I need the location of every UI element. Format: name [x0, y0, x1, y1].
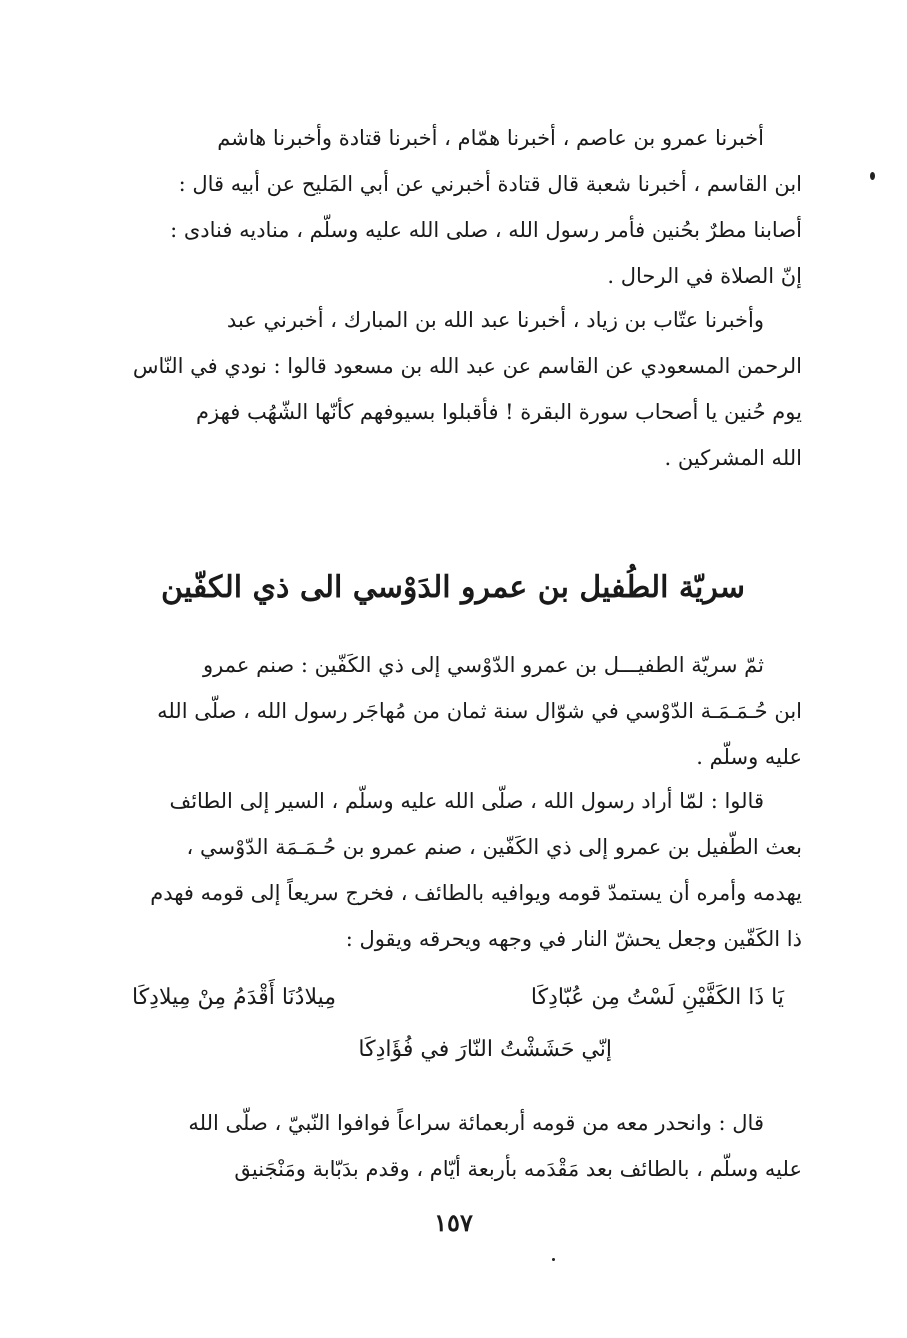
section-heading: سريّة الطُفيل بن عمرو الدَوْسي الى ذي الكفّين [160, 570, 746, 605]
paragraph-line: وأخبرنا عتّاب بن زياد ، أخبرنا عبد الله بن المبارك ، أخبرني عبد [226, 308, 764, 332]
paragraph-line: يوم حُنين يا أصحاب سورة البقرة ! فأقبلوا بسيوفهم كأنّها الشّهُب فهزم [195, 400, 802, 424]
paragraph-line: ابن القاسم ، أخبرنا شعبة قال قتادة أخبرني عن أبي المَليح عن أبيه قال : [178, 172, 802, 196]
page-number: ١٥٧ [434, 1208, 473, 1237]
paragraph-4 [104, 778, 802, 962]
paragraph-3 [104, 642, 802, 780]
poem-hemistich-left: مِيلادُنَا أَقْدَمُ مِنْ مِيلادِكَا [132, 985, 337, 1010]
poem-hemistich: إنّي حَشَشْتُ النّارَ في فُؤَادِكَا [358, 1037, 612, 1062]
paragraph-line: يهدمه وأمره أن يستمدّ قومه ويوافيه بالطائف ، فخرج سريعاً إلى قومه فهدم [150, 881, 802, 905]
paragraph-line: الله المشركين . [664, 446, 802, 470]
paragraph-line: ابن حُـمَـمَـة الدّوْسي في شوّال سنة ثمان من مُهاجَر رسول الله ، صلّى الله [157, 699, 802, 723]
poem-hemistich-right: يَا ذَا الكَفَّيْنِ لَسْتُ مِن عُبّادِكَا [530, 985, 784, 1010]
paragraph-1 [104, 115, 802, 299]
paragraph-line: قالوا : لمّا أراد رسول الله ، صلّى الله عليه وسلّم ، السير إلى الطائف [169, 789, 764, 813]
paragraph-line: عليه وسلّم . [696, 745, 802, 769]
paragraph-line: عليه وسلّم ، بالطائف بعد مَقْدَمه بأربعة أيّام ، وقدم بدَبّابة ومَنْجَنيق [234, 1157, 802, 1181]
paragraph-line: أصابنا مطرٌ بحُنين فأمر رسول الله ، صلى الله عليه وسلّم ، مناديه فنادى : [170, 218, 802, 242]
paragraph-line: إنّ الصلاة في الرحال . [607, 264, 802, 288]
paragraph-2 [104, 297, 802, 481]
scan-speck [870, 172, 875, 180]
paragraph-5 [104, 1100, 802, 1192]
scan-speck [552, 1258, 555, 1261]
paragraph-line: قال : وانحدر معه من قومه أربعمائة سراعاً فوافوا النّبيّ ، صلّى الله [188, 1111, 764, 1135]
paragraph-line: ذا الكَفّين وجعل يحشّ النار في وجهه ويحرقه ويقول : [345, 927, 802, 951]
paragraph-line: ثمّ سريّة الطفيـــل بن عمرو الدّوْسي إلى ذي الكَفّين : صنم عمرو [203, 653, 764, 677]
paragraph-line: أخبرنا عمرو بن عاصم ، أخبرنا همّام ، أخبرنا قتادة وأخبرنا هاشم [217, 126, 764, 150]
paragraph-line: الرحمن المسعودي عن القاسم عن عبد الله بن مسعود قالوا : نودي في النّاس [132, 354, 802, 378]
paragraph-line: بعث الطّفيل بن عمرو إلى ذي الكَفّين ، صنم عمرو بن حُـمَـمَة الدّوْسي ، [186, 835, 802, 859]
